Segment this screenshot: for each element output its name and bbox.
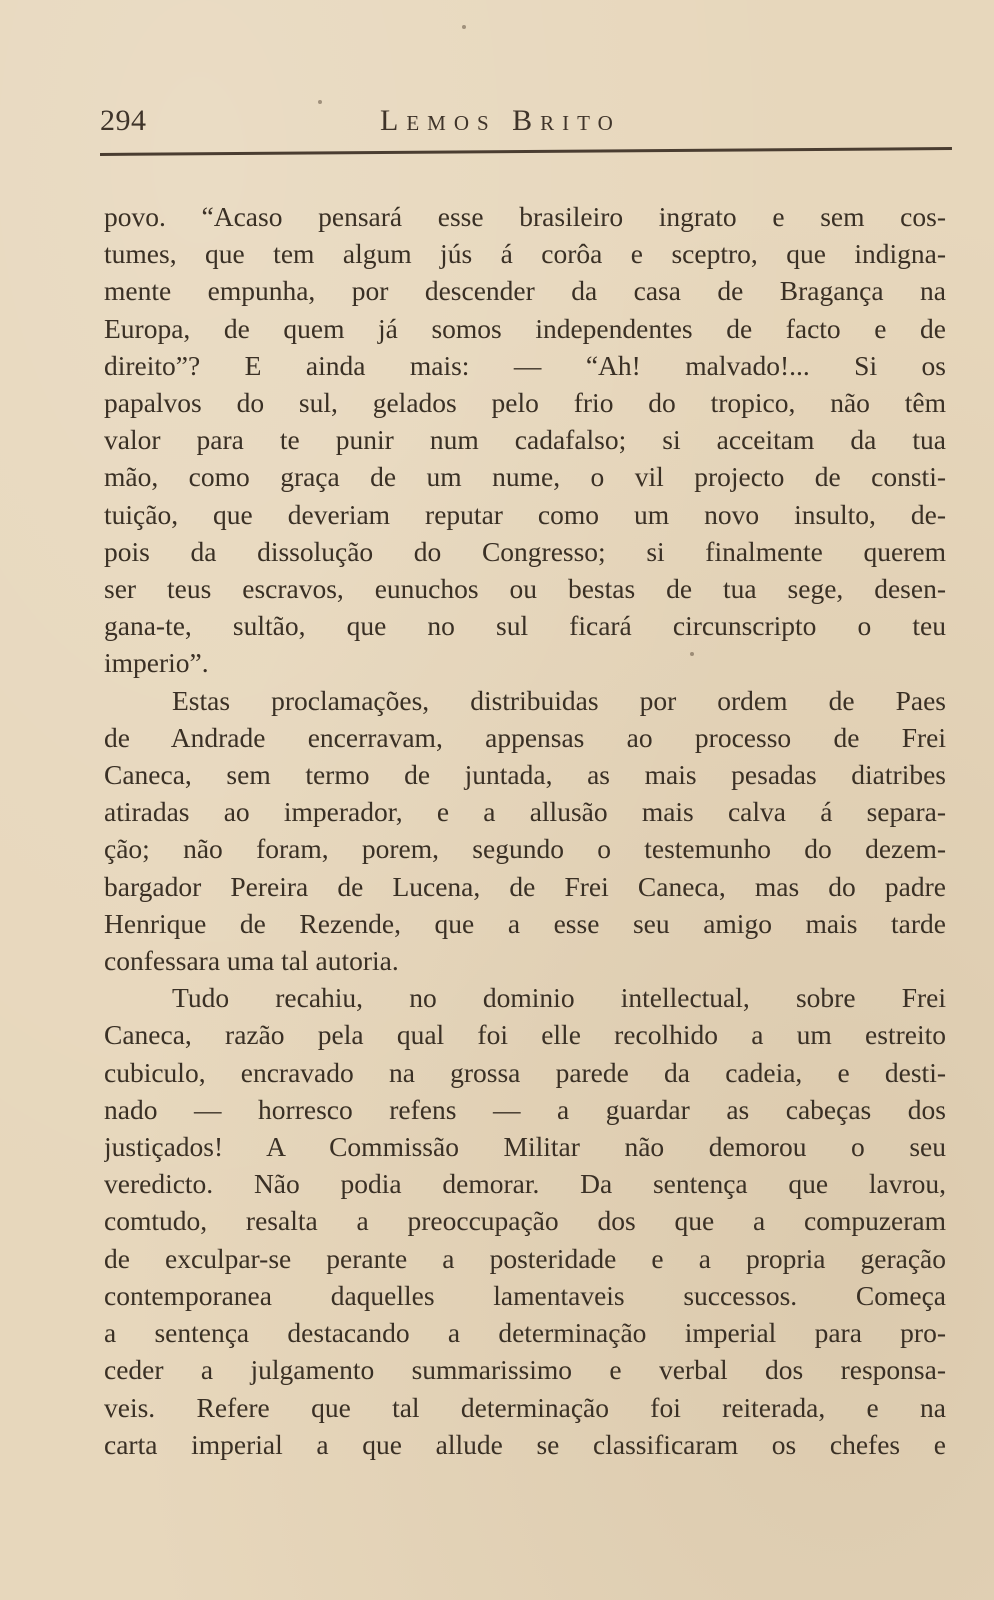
text-line: justiçados! A Commissão Militar não demorou o seu (104, 1131, 946, 1163)
text-line: povo. “Acaso pensará esse brasileiro ingrato e sem cos- (104, 201, 946, 232)
text-line: Europa, de quem já somos independentes de facto e de (104, 312, 946, 344)
text-line: direito”? E ainda mais: — “Ah! malvado!... Si os (104, 349, 946, 381)
header-rule (100, 147, 952, 156)
text-line: Henrique de Rezende, que a esse seu amigo mais tarde (104, 907, 946, 939)
text-line: valor para te punir num cadafalso; si acceitam da tua (104, 424, 946, 456)
text-line: Estas proclamações, distribuidas por ordem de Paes (172, 684, 946, 716)
text-line: ceder a julgamento summarissimo e verbal dos responsa- (104, 1354, 946, 1386)
text-line: contemporanea daquelles lamentaveis successos. Começa (104, 1279, 946, 1311)
text-line: imperio”. (104, 647, 209, 679)
text-line: comtudo, resalta a preoccupação dos que a compuzeram (104, 1205, 946, 1237)
text-line: confessara uma tal autoria. (104, 945, 399, 977)
text-line: carta imperial a que allude se classificaram os chefes e (104, 1428, 946, 1460)
text-line: Caneca, razão pela qual foi elle recolhido a um estreito (104, 1019, 946, 1051)
text-line: veredicto. Não podia demorar. Da sentença que lavrou, (104, 1168, 946, 1200)
text-line: ção; não foram, porem, segundo o testemunho do dezem- (104, 833, 946, 865)
paper-speck (462, 25, 466, 29)
text-line: ser teus escravos, eunuchos ou bestas de tua sege, desen- (104, 573, 946, 605)
running-head: Lemos Brito (380, 104, 621, 137)
paper-speck (690, 652, 694, 656)
text-line: tuição, que deveriam reputar como um novo insulto, de- (104, 498, 946, 530)
text-line: gana-te, sultão, que no sul ficará circunscripto o teu (104, 610, 946, 642)
page-number: 294 (100, 104, 147, 137)
body-text (104, 198, 946, 1463)
text-line: de Andrade encerravam, appensas ao processo de Frei (104, 721, 946, 753)
text-line: nado — horresco refens — a guardar as cabeças dos (104, 1093, 946, 1125)
page-header (100, 104, 952, 148)
text-line: mão, como graça de um nume, o vil projecto de consti- (104, 461, 946, 493)
text-line: bargador Pereira de Lucena, de Frei Caneca, mas do padre (104, 870, 946, 902)
text-line: papalvos do sul, gelados pelo frio do tropico, não têm (104, 387, 946, 419)
text-line: Caneca, sem termo de juntada, as mais pesadas diatribes (104, 759, 946, 791)
paper-speck (318, 100, 322, 104)
text-line: pois da dissolução do Congresso; si finalmente querem (104, 535, 946, 567)
text-line: Tudo recahiu, no dominio intellectual, sobre Frei (172, 982, 946, 1014)
text-line: atiradas ao imperador, e a allusão mais calva á separa- (104, 796, 946, 828)
text-line: tumes, que tem algum jús á corôa e sceptro, que indigna- (104, 238, 946, 270)
text-line: cubiculo, encravado na grossa parede da cadeia, e desti- (104, 1056, 946, 1088)
text-line: veis. Refere que tal determinação foi reiterada, e na (104, 1391, 946, 1423)
text-line: mente empunha, por descender da casa de Bragança na (104, 275, 946, 307)
text-line: a sentença destacando a determinação imperial para pro- (104, 1317, 946, 1349)
text-line: de exculpar-se perante a posteridade e a propria geração (104, 1242, 946, 1274)
